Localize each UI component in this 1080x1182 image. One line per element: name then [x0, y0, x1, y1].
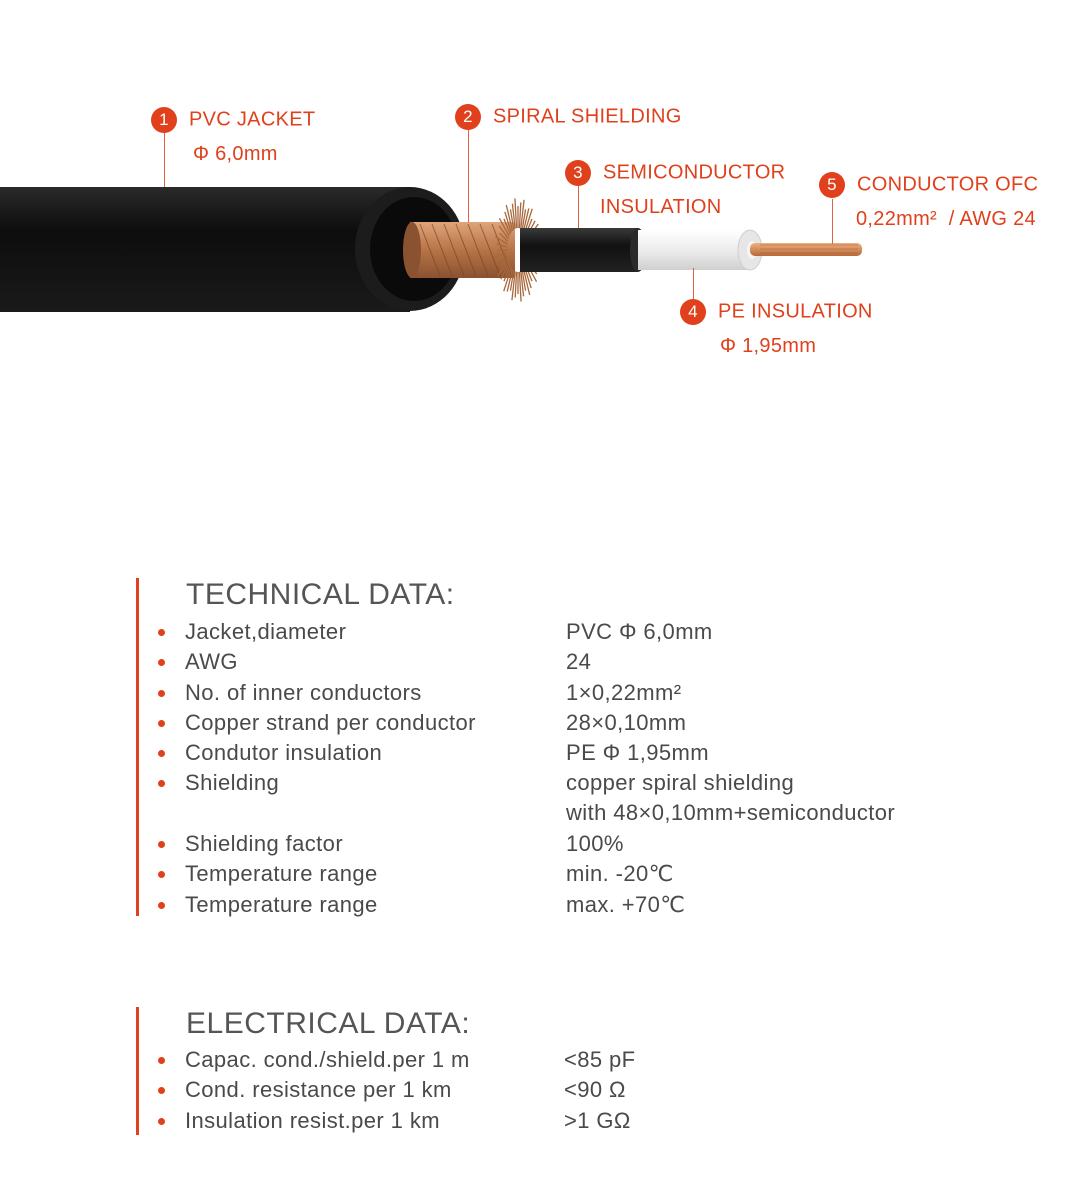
spec-value: max. +70℃	[566, 891, 686, 917]
technical-data-heading: TECHNICAL DATA:	[186, 578, 455, 611]
spec-value: PVC Φ 6,0mm	[566, 619, 713, 644]
spec-value: <90 Ω	[564, 1077, 626, 1103]
spec-label: No. of inner conductors	[185, 679, 422, 705]
spec-value: 24	[566, 649, 592, 675]
callout-subtitle: Φ 6,0mm	[193, 143, 278, 165]
callout-number: 3	[565, 160, 591, 186]
callout-title: CONDUCTOR OFC	[857, 173, 1039, 196]
callout-subtitle: 0,22mm² / AWG 24	[856, 208, 1036, 230]
spec-label: Condutor insulation	[185, 740, 383, 766]
spec-value: copper spiral shielding	[566, 770, 795, 796]
bullet-icon	[158, 1057, 165, 1064]
bullet-icon	[158, 902, 165, 909]
spec-label: Temperature range	[185, 861, 378, 887]
leader-line-2	[468, 128, 469, 222]
spec-label: Insulation resist.per 1 km	[185, 1107, 440, 1133]
spec-label: Jacket,diameter	[185, 619, 347, 644]
callout-title: PVC JACKET	[189, 108, 316, 131]
callout-number: 2	[455, 104, 481, 130]
callout-number: 4	[680, 299, 706, 325]
callout-pe-insulation	[680, 299, 873, 358]
callout-subtitle: INSULATION	[600, 196, 722, 218]
callout-semiconductor	[565, 160, 785, 219]
bullet-icon	[158, 1087, 165, 1094]
callout-conductor-ofc	[819, 172, 1038, 231]
semiconductor-layer	[520, 228, 646, 272]
bullet-icon	[158, 629, 165, 636]
bullet-icon	[158, 720, 165, 727]
section-accent-bar	[136, 1007, 139, 1135]
bullet-icon	[158, 750, 165, 757]
callout-title: PE INSULATION	[718, 300, 873, 323]
spec-label: AWG	[185, 649, 238, 675]
spec-value: 28×0,10mm	[566, 709, 687, 735]
electrical-data-section	[136, 1007, 1036, 1135]
bullet-icon	[158, 659, 165, 666]
bullet-icon	[158, 780, 165, 787]
spec-value: 1×0,22mm²	[566, 679, 682, 705]
pvc-jacket	[0, 187, 465, 312]
spec-label: Cond. resistance per 1 km	[185, 1077, 452, 1103]
leader-line-4	[693, 268, 694, 299]
callout-number: 5	[819, 172, 845, 198]
electrical-data-heading: ELECTRICAL DATA:	[186, 1007, 471, 1040]
spec-label: Shielding factor	[185, 831, 344, 857]
bullet-icon	[158, 690, 165, 697]
callout-title: SEMICONDUCTOR	[603, 161, 786, 184]
spec-label: Temperature range	[185, 891, 378, 917]
spec-value: >1 GΩ	[564, 1107, 631, 1133]
callout-subtitle: Φ 1,95mm	[720, 335, 817, 357]
spec-value: <85 pF	[564, 1047, 636, 1072]
spec-label: Copper strand per conductor	[185, 709, 476, 735]
callout-title: SPIRAL SHIELDING	[493, 105, 682, 128]
bullet-icon	[158, 1118, 165, 1125]
technical-data-section	[136, 578, 1036, 916]
bullet-icon	[158, 871, 165, 878]
spec-value: PE Φ 1,95mm	[566, 740, 709, 766]
callout-number: 1	[151, 107, 177, 133]
spec-label: Capac. cond./shield.per 1 m	[185, 1047, 470, 1072]
ofc-conductor	[750, 243, 862, 256]
spec-value: min. -20℃	[566, 861, 674, 887]
spec-value-continued: with 48×0,10mm+semiconductor	[566, 800, 896, 826]
callout-spiral-shielding	[455, 104, 682, 130]
callout-pvc-jacket	[151, 107, 315, 166]
spec-value: 100%	[566, 831, 624, 857]
pe-insulation	[638, 230, 762, 270]
bullet-icon	[158, 841, 165, 848]
spec-label: Shielding	[185, 770, 280, 796]
section-accent-bar	[136, 578, 139, 916]
